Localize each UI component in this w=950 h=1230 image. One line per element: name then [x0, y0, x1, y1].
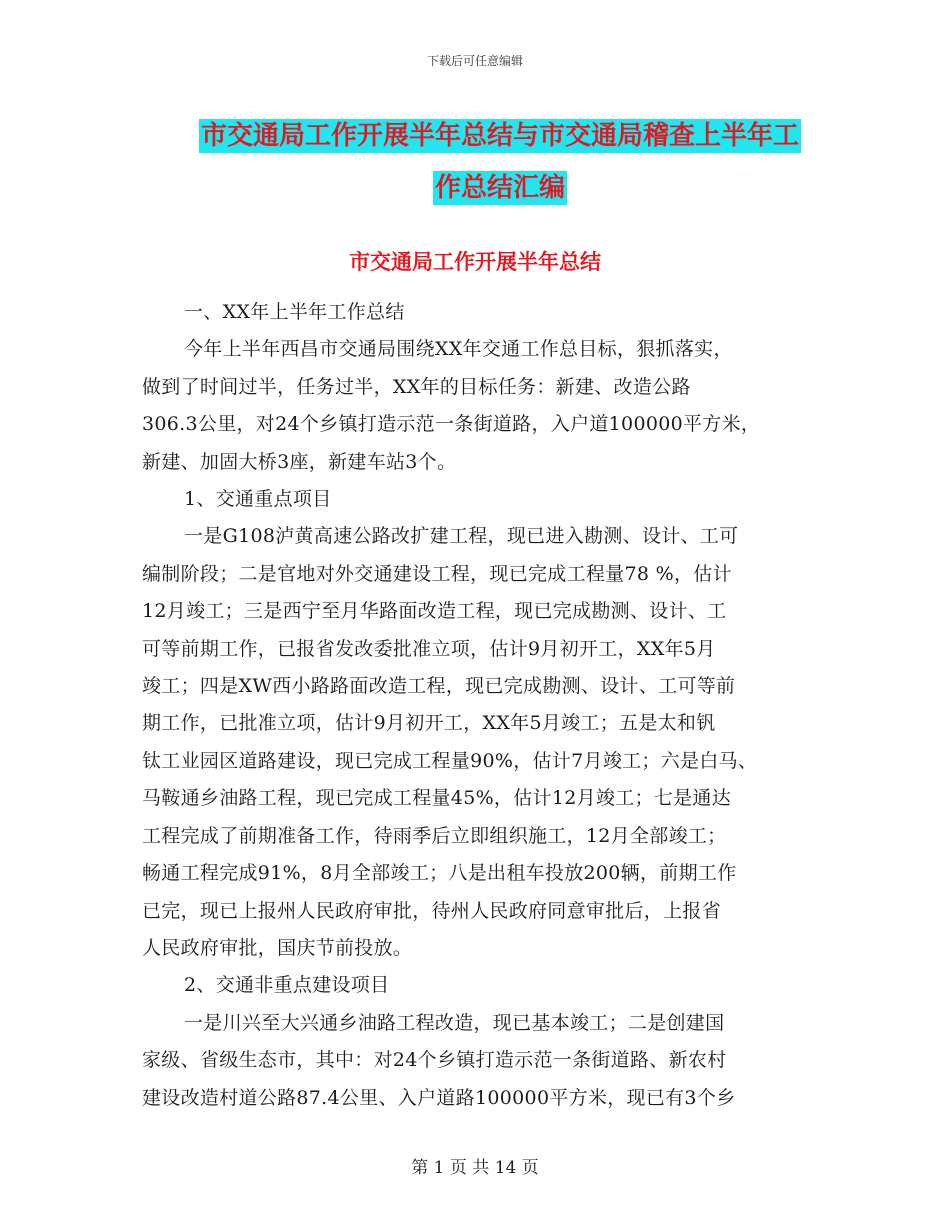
body-line: 竣工；四是XW西小路路面改造工程，现已完成勘测、设计、工可等前	[142, 675, 736, 698]
body-line: 一是川兴至大兴通乡油路工程改造，现已基本竣工；二是创建国	[184, 1011, 725, 1034]
document-title-line-2: 作总结汇编	[434, 173, 565, 203]
body-line: 家级、省级生态市，其中：对24个乡镇打造示范一条街道路、新农村	[142, 1049, 727, 1072]
body-line: 可等前期工作，已报省发改委批准立项，估计9月初开工，XX年5月	[142, 637, 716, 660]
document-title	[140, 110, 860, 214]
body-line: 一、XX年上半年工作总结	[184, 301, 405, 323]
section-title: 市交通局工作开展半年总结	[349, 250, 601, 274]
document-title-line-1: 市交通局工作开展半年总结与市交通局稽查上半年工	[200, 121, 799, 151]
body-line: 12月竣工；三是西宁至月华路面改造工程，现已完成勘测、设计、工	[142, 600, 727, 623]
body-line: 1、交通重点项目	[184, 488, 332, 511]
body-line: 期工作，已批准立项，估计9月初开工，XX年5月竣工；五是太和钒	[142, 712, 716, 735]
body-line: 新建、加固大桥3座，新建车站3个。	[142, 450, 457, 473]
body-line: 畅通工程完成91%，8月全部竣工；八是出租车投放200辆，前期工作	[142, 862, 737, 885]
body-line: 编制阶段；二是官地对外交通建设工程，现已完成工程量78 %，估计	[142, 562, 732, 585]
body-line: 建设改造村道公路87.4公里、入户道路100000平方米，现已有3个乡	[142, 1086, 736, 1109]
body-text	[142, 294, 822, 1117]
body-line: 做到了时间过半，任务过半，XX年的目标任务：新建、改造公路	[142, 375, 691, 398]
body-line: 工程完成了前期准备工作，待雨季后立即组织施工，12月全部竣工；	[142, 824, 727, 847]
body-line: 马鞍通乡油路工程，现已完成工程量45%，估计12月竣工；七是通达	[142, 787, 732, 810]
body-line: 今年上半年西昌市交通局围绕XX年交通工作总目标，狠抓落实，	[184, 338, 733, 361]
body-line: 306.3公里，对24个乡镇打造示范一条街道路，入户道100000平方米，	[142, 413, 761, 436]
page-footer: 第 1 页 共 14 页	[411, 1158, 539, 1178]
body-line: 一是G108泸黄高速公路改扩建工程，现已进入勘测、设计、工可	[184, 525, 739, 548]
body-line: 已完，现已上报州人民政府审批，待州人民政府同意审批后，上报省	[142, 899, 722, 922]
header-note: 下载后可任意编辑	[426, 54, 523, 68]
body-line: 钛工业园区道路建设，现已完成工程量90%，估计7月竣工；六是白马、	[142, 749, 758, 772]
body-line: 人民政府审批，国庆节前投放。	[142, 936, 413, 959]
body-line: 2、交通非重点建设项目	[184, 974, 390, 997]
